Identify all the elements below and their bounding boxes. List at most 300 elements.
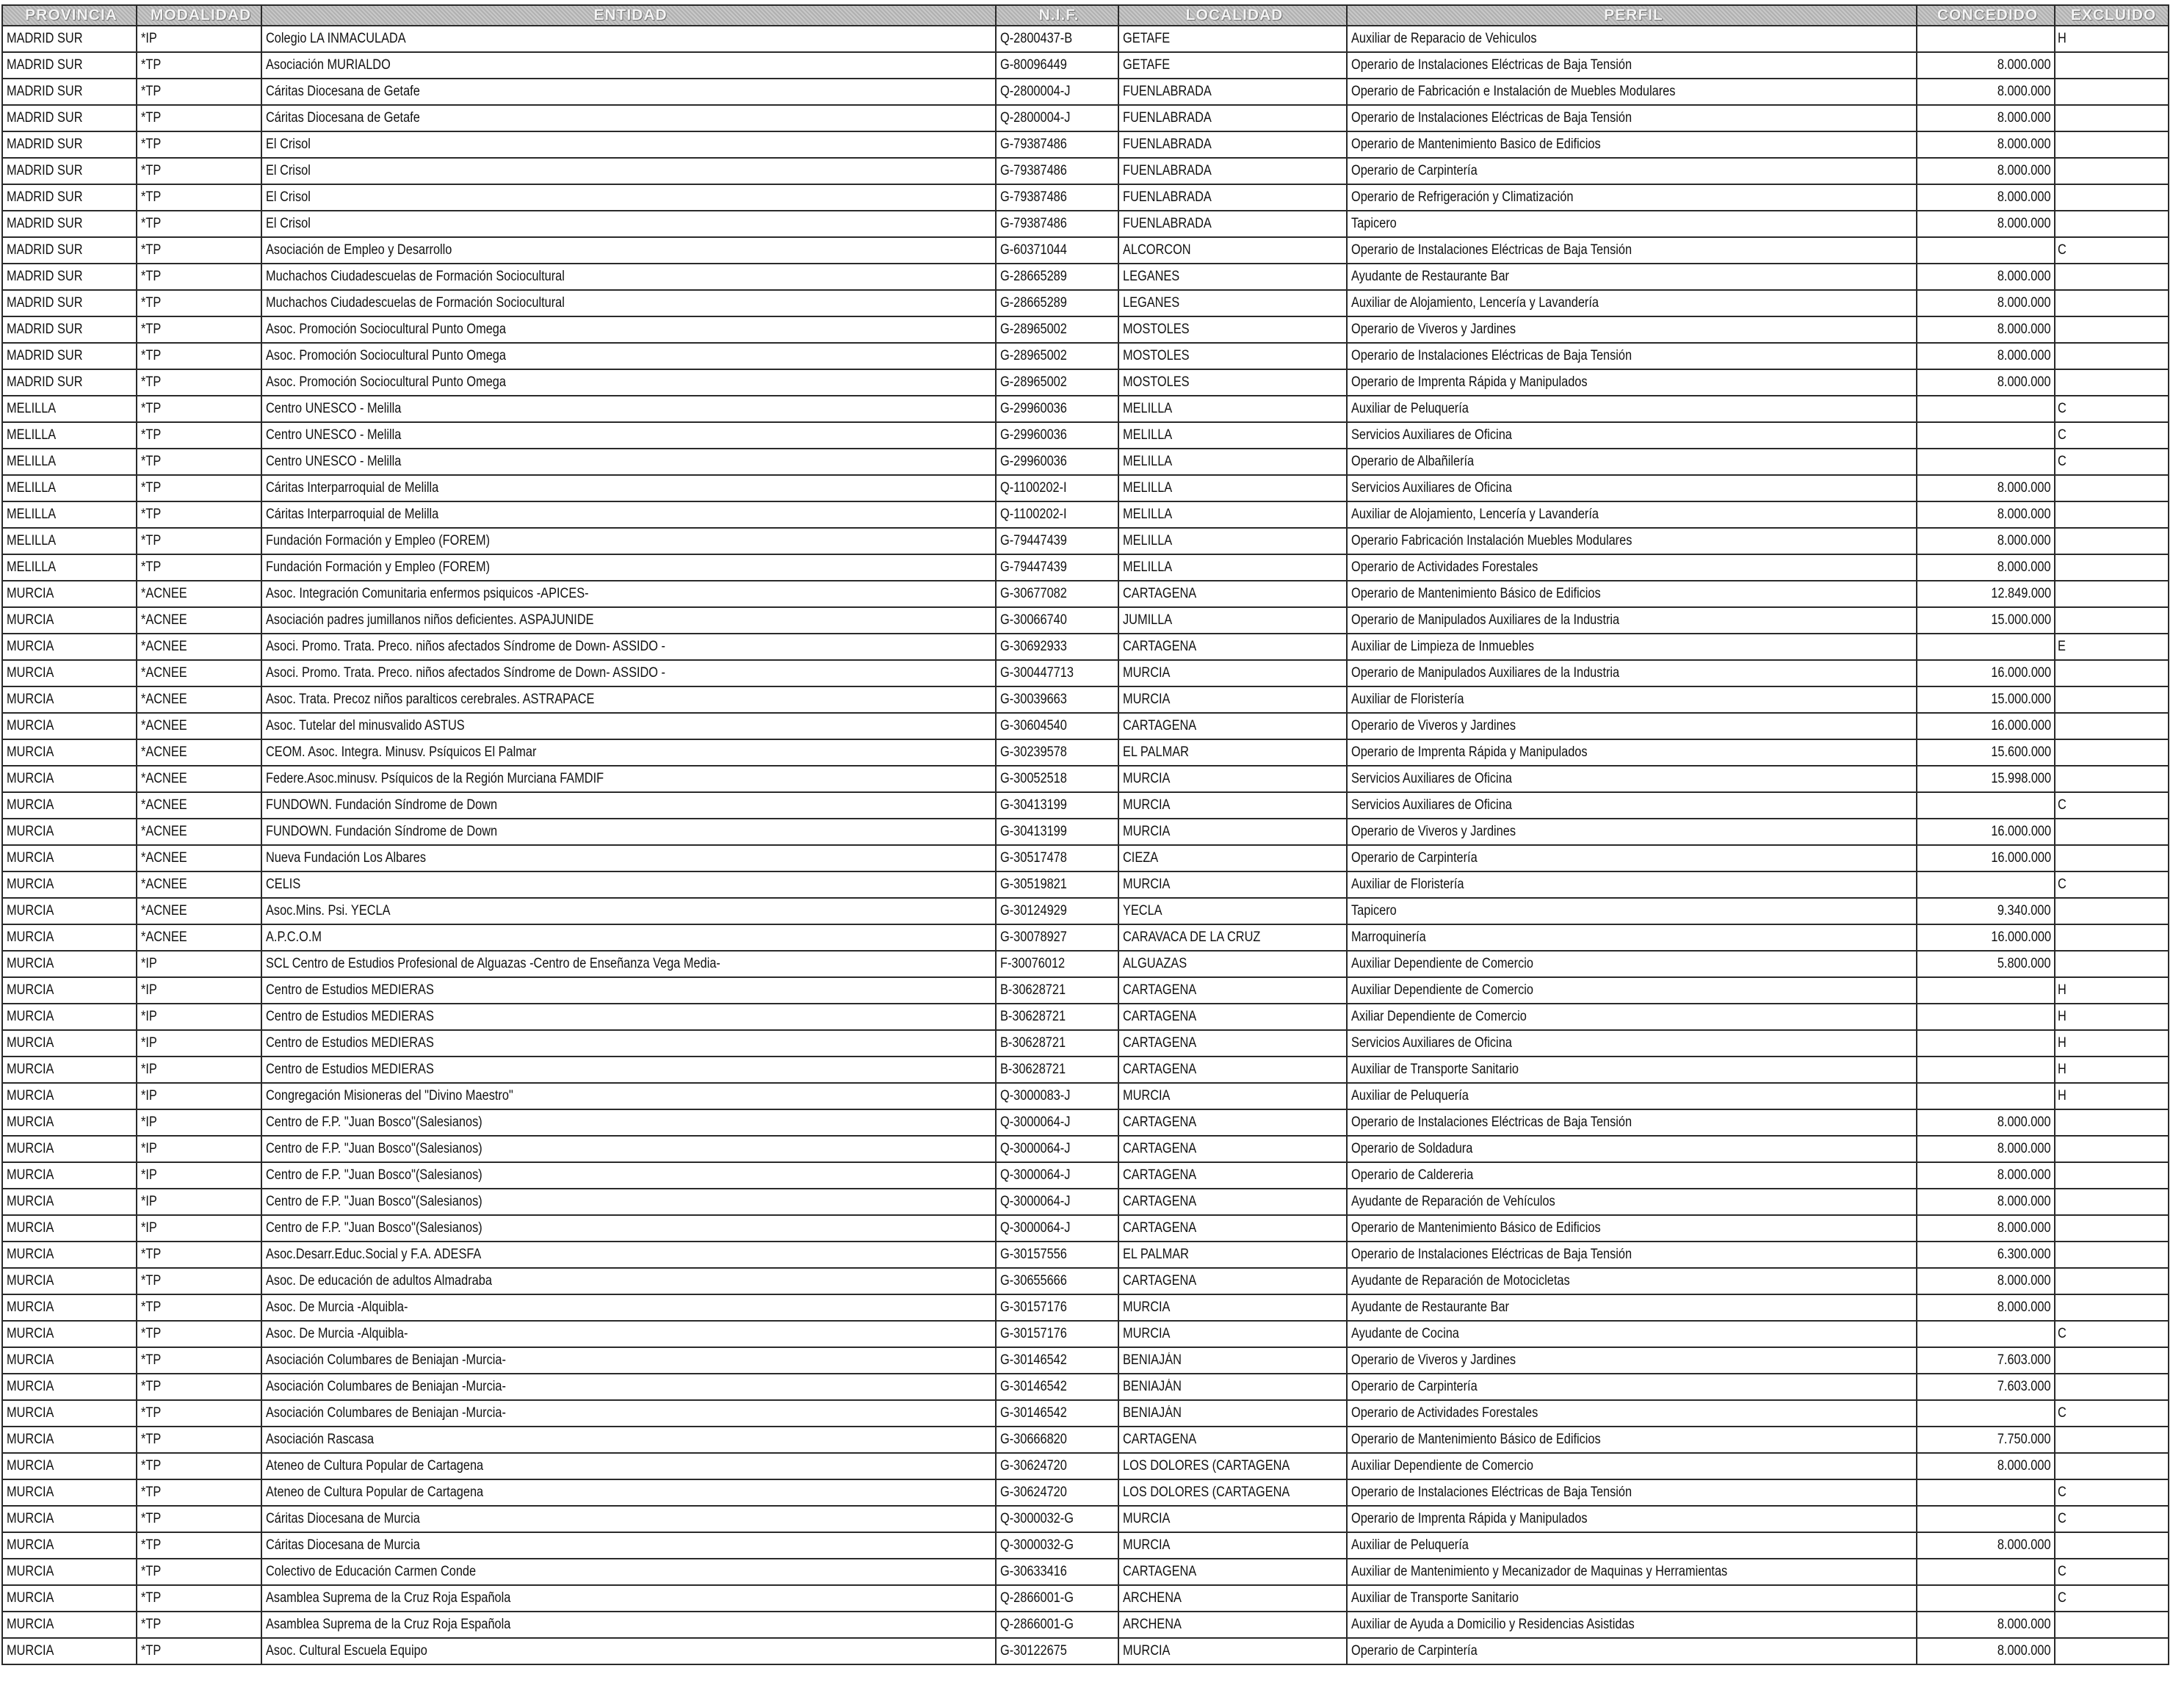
cell-entidad (261, 924, 996, 951)
cell-provincia-text: MURCIA (7, 1352, 54, 1368)
cell-modalidad (137, 819, 261, 845)
cell-nif-text: G-30413199 (1000, 824, 1067, 839)
table-row (2, 951, 2169, 977)
cell-entidad (261, 1427, 996, 1453)
cell-excluido-text: H (2058, 982, 2067, 998)
cell-modalidad-text: *TP (141, 374, 162, 390)
cell-excluido (2055, 1268, 2169, 1294)
cell-provincia (2, 845, 137, 871)
cell-concedido (1917, 369, 2055, 396)
cell-concedido-text: 16.000.000 (1991, 665, 2051, 681)
cell-entidad-text: Congregación Misioneras del "Divino Maestro" (266, 1088, 513, 1103)
cell-excluido (2055, 369, 2169, 396)
cell-entidad (261, 1242, 996, 1268)
cell-modalidad (137, 1083, 261, 1109)
cell-localidad-text: MURCIA (1123, 665, 1171, 681)
cell-localidad-text: GETAFE (1123, 57, 1171, 73)
cell-provincia-text: MELILLA (7, 401, 57, 416)
cell-provincia-text: MURCIA (7, 1247, 54, 1262)
cell-provincia (2, 422, 137, 449)
cell-nif (996, 1268, 1118, 1294)
cell-entidad (261, 871, 996, 898)
cell-excluido-text: C (2058, 1405, 2067, 1421)
cell-concedido-text: 8.000.000 (1997, 1220, 2051, 1236)
cell-provincia (2, 1612, 137, 1638)
cell-modalidad-text: *ACNEE (141, 692, 187, 707)
cell-localidad (1118, 290, 1347, 316)
cell-nif (996, 1479, 1118, 1506)
cell-nif (996, 26, 1118, 52)
cell-localidad-text: CARTAGENA (1123, 639, 1197, 654)
cell-nif (996, 1109, 1118, 1136)
cell-entidad-text: Asoc. Integración Comunitaria enfermos psiquicos -APICES- (266, 586, 589, 601)
cell-provincia-text: MURCIA (7, 929, 54, 945)
cell-nif-text: G-79387486 (1000, 163, 1067, 178)
cell-modalidad-text: *TP (141, 1405, 162, 1421)
cell-concedido (1917, 1532, 2055, 1559)
cell-provincia-text: MURCIA (7, 797, 54, 813)
cell-localidad-text: CARTAGENA (1123, 1432, 1197, 1447)
cell-entidad-text: Asociación padres jumillanos niños deficientes. ASPAJUNIDE (266, 612, 594, 628)
cell-perfil-text: Operario Fabricación Instalación Muebles Modulares (1351, 533, 1632, 548)
cell-provincia-text: MURCIA (7, 1564, 54, 1579)
cell-nif (996, 1030, 1118, 1057)
cell-provincia (2, 1427, 137, 1453)
cell-entidad-text: Asoc. De educación de adultos Almadraba (266, 1273, 492, 1289)
cell-perfil (1347, 501, 1917, 528)
cell-perfil (1347, 792, 1917, 819)
cell-nif-text: G-28665289 (1000, 269, 1067, 284)
cell-perfil (1347, 316, 1917, 343)
cell-provincia-text: MURCIA (7, 692, 54, 707)
cell-excluido (2055, 501, 2169, 528)
cell-nif (996, 634, 1118, 660)
cell-localidad (1118, 1189, 1347, 1215)
cell-provincia (2, 1479, 137, 1506)
cell-localidad (1118, 1638, 1347, 1664)
cell-provincia-text: MURCIA (7, 1537, 54, 1553)
cell-nif (996, 501, 1118, 528)
cell-modalidad-text: *TP (141, 1379, 162, 1394)
cell-concedido (1917, 290, 2055, 316)
cell-modalidad (137, 343, 261, 369)
cell-modalidad-text: *ACNEE (141, 929, 187, 945)
cell-entidad (261, 449, 996, 475)
cell-entidad-text: El Crisol (266, 137, 311, 152)
cell-localidad-text: CARTAGENA (1123, 1062, 1197, 1077)
cell-nif-text: G-29960036 (1000, 427, 1067, 443)
col-header-provincia: PROVINCIA (2, 5, 137, 26)
cell-nif-text: G-28665289 (1000, 295, 1067, 311)
cell-localidad-text: BENIAJÁN (1123, 1379, 1182, 1394)
cell-perfil-text: Operario de Caldereria (1351, 1167, 1474, 1183)
cell-entidad (261, 1294, 996, 1321)
cell-modalidad (137, 634, 261, 660)
cell-nif (996, 1612, 1118, 1638)
cell-excluido (2055, 1506, 2169, 1532)
cell-perfil-text: Operario de Manipulados Auxiliares de la Industria (1351, 665, 1620, 681)
cell-modalidad (137, 422, 261, 449)
cell-localidad-text: MELILLA (1123, 454, 1173, 469)
cell-perfil-text: Operario de Viveros y Jardines (1351, 322, 1516, 337)
cell-perfil (1347, 1559, 1917, 1585)
cell-provincia-text: MADRID SUR (7, 348, 83, 363)
cell-nif (996, 131, 1118, 158)
cell-localidad-text: CARTAGENA (1123, 718, 1197, 733)
table-row (2, 396, 2169, 422)
cell-excluido (2055, 634, 2169, 660)
cell-entidad-text: Asoc.Mins. Psi. YECLA (266, 903, 391, 918)
cell-perfil (1347, 131, 1917, 158)
cell-concedido-text: 8.000.000 (1997, 57, 2051, 73)
cell-localidad-text: MELILLA (1123, 507, 1173, 522)
cell-excluido (2055, 316, 2169, 343)
cell-modalidad-text: *IP (141, 1141, 157, 1156)
cell-entidad-text: Asamblea Suprema de la Cruz Roja Española (266, 1590, 511, 1606)
cell-perfil-text: Operario de Instalaciones Eléctricas de Baja Tensión (1351, 57, 1632, 73)
cell-provincia (2, 1057, 137, 1083)
cell-perfil-text: Operario de Instalaciones Eléctricas de Baja Tensión (1351, 348, 1632, 363)
cell-provincia (2, 211, 137, 237)
cell-nif (996, 475, 1118, 501)
cell-excluido-text: C (2058, 877, 2067, 892)
cell-excluido (2055, 449, 2169, 475)
cell-modalidad (137, 1400, 261, 1427)
cell-excluido (2055, 1479, 2169, 1506)
cell-modalidad-text: *TP (141, 322, 162, 337)
col-header-nif: N.I.F. (996, 5, 1118, 26)
cell-provincia (2, 713, 137, 739)
cell-concedido (1917, 792, 2055, 819)
table-row (2, 845, 2169, 871)
cell-nif (996, 924, 1118, 951)
cell-nif (996, 79, 1118, 105)
cell-provincia (2, 581, 137, 607)
cell-concedido (1917, 211, 2055, 237)
cell-perfil-text: Operario de Actividades Forestales (1351, 1405, 1538, 1421)
cell-provincia (2, 1453, 137, 1479)
cell-perfil (1347, 739, 1917, 766)
cell-provincia (2, 1638, 137, 1664)
cell-nif (996, 158, 1118, 184)
cell-nif (996, 1532, 1118, 1559)
cell-modalidad-text: *IP (141, 1115, 157, 1130)
cell-provincia-text: MADRID SUR (7, 137, 83, 152)
cell-localidad-text: CARTAGENA (1123, 1167, 1197, 1183)
cell-localidad-text: MELILLA (1123, 427, 1173, 443)
cell-nif (996, 1162, 1118, 1189)
table-row (2, 475, 2169, 501)
cell-nif (996, 528, 1118, 554)
cell-modalidad (137, 1057, 261, 1083)
cell-excluido-text: H (2058, 1035, 2067, 1051)
cell-entidad (261, 131, 996, 158)
cell-nif-text: Q-1100202-I (1000, 507, 1067, 522)
cell-concedido (1917, 1136, 2055, 1162)
cell-excluido (2055, 264, 2169, 290)
cell-entidad (261, 396, 996, 422)
cell-localidad (1118, 422, 1347, 449)
cell-modalidad-text: *TP (141, 1300, 162, 1315)
cell-perfil (1347, 264, 1917, 290)
cell-nif-text: F-30076012 (1000, 956, 1066, 971)
cell-concedido (1917, 819, 2055, 845)
cell-provincia-text: MURCIA (7, 1432, 54, 1447)
cell-nif (996, 1506, 1118, 1532)
cell-entidad-text: Centro de Estudios MEDIERAS (266, 1035, 434, 1051)
cell-concedido (1917, 1083, 2055, 1109)
cell-modalidad-text: *TP (141, 348, 162, 363)
cell-perfil-text: Ayudante de Restaurante Bar (1351, 1300, 1509, 1315)
cell-nif (996, 105, 1118, 131)
table-row (2, 1057, 2169, 1083)
cell-nif (996, 1347, 1118, 1374)
cell-entidad-text: Asociación Rascasa (266, 1432, 375, 1447)
cell-modalidad (137, 660, 261, 686)
cell-concedido-text: 8.000.000 (1997, 1537, 2051, 1553)
cell-localidad-text: CARTAGENA (1123, 1115, 1197, 1130)
cell-localidad-text: FUENLABRADA (1123, 189, 1212, 205)
cell-modalidad (137, 105, 261, 131)
cell-concedido (1917, 501, 2055, 528)
cell-concedido-text: 15.000.000 (1991, 612, 2051, 628)
cell-excluido-text: E (2058, 639, 2066, 654)
table-row (2, 1294, 2169, 1321)
table-row (2, 422, 2169, 449)
cell-entidad (261, 105, 996, 131)
cell-localidad (1118, 105, 1347, 131)
cell-modalidad-text: *ACNEE (141, 903, 187, 918)
cell-provincia-text: MURCIA (7, 639, 54, 654)
cell-excluido-text: H (2058, 31, 2067, 46)
cell-perfil (1347, 581, 1917, 607)
cell-perfil (1347, 26, 1917, 52)
cell-modalidad-text: *TP (141, 110, 162, 126)
cell-excluido-text: C (2058, 427, 2067, 443)
cell-perfil-text: Operario de Mantenimiento Basico de Edificios (1351, 137, 1601, 152)
cell-provincia (2, 554, 137, 581)
cell-excluido (2055, 1400, 2169, 1427)
cell-localidad (1118, 871, 1347, 898)
table-row (2, 1189, 2169, 1215)
cell-entidad-text: Centro de F.P. "Juan Bosco"(Salesianos) (266, 1220, 482, 1236)
cell-provincia (2, 924, 137, 951)
cell-perfil-text: Axiliar Dependiente de Comercio (1351, 1009, 1527, 1024)
cell-excluido (2055, 52, 2169, 79)
cell-modalidad-text: *IP (141, 1009, 157, 1024)
cell-localidad (1118, 1030, 1347, 1057)
cell-excluido (2055, 528, 2169, 554)
cell-modalidad-text: *TP (141, 1485, 162, 1500)
cell-entidad-text: Asoc. Tutelar del minusvalido ASTUS (266, 718, 465, 733)
cell-localidad (1118, 131, 1347, 158)
cell-modalidad-text: *TP (141, 559, 162, 575)
table-row (2, 316, 2169, 343)
cell-nif-text: G-30157176 (1000, 1326, 1067, 1341)
cell-localidad (1118, 713, 1347, 739)
cell-modalidad-text: *TP (141, 427, 162, 443)
cell-concedido (1917, 1427, 2055, 1453)
cell-modalidad (137, 871, 261, 898)
cell-modalidad (137, 1162, 261, 1189)
cell-entidad-text: Asoc. Trata. Precoz niños paralticos cerebrales. ASTRAPACE (266, 692, 595, 707)
cell-provincia (2, 1268, 137, 1294)
cell-entidad-text: FUNDOWN. Fundación Síndrome de Down (266, 797, 498, 813)
cell-provincia (2, 1004, 137, 1030)
cell-provincia (2, 1585, 137, 1612)
cell-provincia (2, 1083, 137, 1109)
cell-nif-text: G-79387486 (1000, 189, 1067, 205)
cell-concedido (1917, 1585, 2055, 1612)
cell-localidad (1118, 766, 1347, 792)
cell-nif (996, 1057, 1118, 1083)
cell-modalidad-text: *TP (141, 1511, 162, 1526)
table-row (2, 634, 2169, 660)
cell-entidad-text: Federe.Asoc.minusv. Psíquicos de la Región Murciana FAMDIF (266, 771, 604, 786)
cell-localidad (1118, 898, 1347, 924)
cell-perfil (1347, 845, 1917, 871)
cell-localidad-text: FUENLABRADA (1123, 216, 1212, 231)
cell-nif-text: G-29960036 (1000, 454, 1067, 469)
cell-localidad-text: CARTAGENA (1123, 1220, 1197, 1236)
table-row (2, 501, 2169, 528)
cell-modalidad-text: *TP (141, 1352, 162, 1368)
cell-modalidad (137, 184, 261, 211)
cell-nif-text: G-28965002 (1000, 348, 1067, 363)
cell-localidad-text: MELILLA (1123, 401, 1173, 416)
cell-concedido-text: 8.000.000 (1997, 110, 2051, 126)
cell-entidad-text: Asoc. De Murcia -Alquibla- (266, 1326, 408, 1341)
cell-entidad (261, 898, 996, 924)
cell-concedido (1917, 422, 2055, 449)
cell-provincia (2, 237, 137, 264)
cell-modalidad (137, 1559, 261, 1585)
cell-excluido (2055, 1638, 2169, 1664)
cell-entidad (261, 1321, 996, 1347)
cell-concedido (1917, 686, 2055, 713)
cell-localidad-text: CARTAGENA (1123, 1194, 1197, 1209)
cell-localidad-text: MURCIA (1123, 1643, 1171, 1659)
cell-modalidad-text: *TP (141, 401, 162, 416)
cell-perfil (1347, 1004, 1917, 1030)
cell-excluido (2055, 819, 2169, 845)
cell-perfil-text: Auxiliar Dependiente de Comercio (1351, 1458, 1533, 1474)
col-header-modalidad: MODALIDAD (137, 5, 261, 26)
cell-entidad (261, 951, 996, 977)
table-row (2, 1321, 2169, 1347)
table-row (2, 369, 2169, 396)
cell-excluido (2055, 79, 2169, 105)
cell-nif (996, 686, 1118, 713)
cell-excluido (2055, 845, 2169, 871)
cell-entidad-text: El Crisol (266, 189, 311, 205)
cell-entidad (261, 1057, 996, 1083)
cell-perfil-text: Ayudante de Restaurante Bar (1351, 269, 1509, 284)
cell-entidad-text: Asociación Columbares de Beniajan -Murcia- (266, 1405, 506, 1421)
cell-perfil-text: Auxiliar de Floristería (1351, 692, 1464, 707)
cell-localidad-text: CARTAGENA (1123, 1273, 1197, 1289)
cell-excluido (2055, 739, 2169, 766)
cell-provincia (2, 184, 137, 211)
cell-excluido-text: H (2058, 1088, 2067, 1103)
table-row (2, 237, 2169, 264)
cell-modalidad (137, 739, 261, 766)
cell-entidad-text: Centro de Estudios MEDIERAS (266, 1062, 434, 1077)
cell-modalidad (137, 237, 261, 264)
cell-localidad (1118, 264, 1347, 290)
cell-perfil (1347, 290, 1917, 316)
cell-concedido (1917, 237, 2055, 264)
cell-nif-text: G-30146542 (1000, 1405, 1067, 1421)
cell-provincia-text: MURCIA (7, 956, 54, 971)
cell-concedido-text: 8.000.000 (1997, 480, 2051, 496)
cell-localidad (1118, 475, 1347, 501)
cell-entidad-text: Muchachos Ciudadescuelas de Formación Sociocultural (266, 295, 565, 311)
table-row (2, 686, 2169, 713)
cell-concedido-text: 16.000.000 (1991, 824, 2051, 839)
cell-perfil-text: Operario de Instalaciones Eléctricas de Baja Tensión (1351, 242, 1632, 258)
cell-localidad (1118, 343, 1347, 369)
cell-nif (996, 1400, 1118, 1427)
cell-concedido (1917, 26, 2055, 52)
cell-excluido (2055, 1347, 2169, 1374)
cell-concedido (1917, 1559, 2055, 1585)
cell-nif (996, 1559, 1118, 1585)
cell-provincia-text: MELILLA (7, 454, 57, 469)
cell-concedido (1917, 1612, 2055, 1638)
cell-localidad-text: FUENLABRADA (1123, 137, 1212, 152)
cell-localidad-text: MURCIA (1123, 1300, 1171, 1315)
cell-nif-text: Q-3000064-J (1000, 1194, 1071, 1209)
cell-localidad (1118, 1004, 1347, 1030)
cell-perfil (1347, 1585, 1917, 1612)
cell-localidad-text: MURCIA (1123, 824, 1171, 839)
cell-provincia (2, 1215, 137, 1242)
cell-localidad (1118, 1162, 1347, 1189)
cell-entidad (261, 184, 996, 211)
cell-modalidad-text: *IP (141, 31, 157, 46)
cell-entidad-text: Cáritas Diocesana de Murcia (266, 1511, 420, 1526)
cell-excluido (2055, 1559, 2169, 1585)
cell-localidad-text: CARTAGENA (1123, 1141, 1197, 1156)
cell-entidad (261, 1347, 996, 1374)
cell-modalidad-text: *TP (141, 295, 162, 311)
cell-localidad (1118, 52, 1347, 79)
cell-concedido-text: 7.603.000 (1997, 1379, 2051, 1394)
cell-localidad (1118, 1427, 1347, 1453)
cell-provincia-text: MURCIA (7, 850, 54, 866)
cell-perfil (1347, 634, 1917, 660)
cell-nif (996, 1427, 1118, 1453)
cell-modalidad (137, 1532, 261, 1559)
cell-excluido (2055, 105, 2169, 131)
cell-perfil-text: Servicios Auxiliares de Oficina (1351, 480, 1512, 496)
table-row (2, 1109, 2169, 1136)
cell-concedido-text: 8.000.000 (1997, 189, 2051, 205)
table-row (2, 554, 2169, 581)
cell-provincia-text: MURCIA (7, 586, 54, 601)
cell-perfil (1347, 158, 1917, 184)
cell-localidad-text: MOSTOLES (1123, 322, 1190, 337)
cell-entidad-text: Ateneo de Cultura Popular de Cartagena (266, 1485, 484, 1500)
cell-provincia (2, 686, 137, 713)
table-row (2, 184, 2169, 211)
cell-nif (996, 977, 1118, 1004)
cell-entidad (261, 343, 996, 369)
cell-perfil (1347, 105, 1917, 131)
cell-entidad-text: Fundación Formación y Empleo (FOREM) (266, 559, 491, 575)
cell-modalidad-text: *TP (141, 533, 162, 548)
